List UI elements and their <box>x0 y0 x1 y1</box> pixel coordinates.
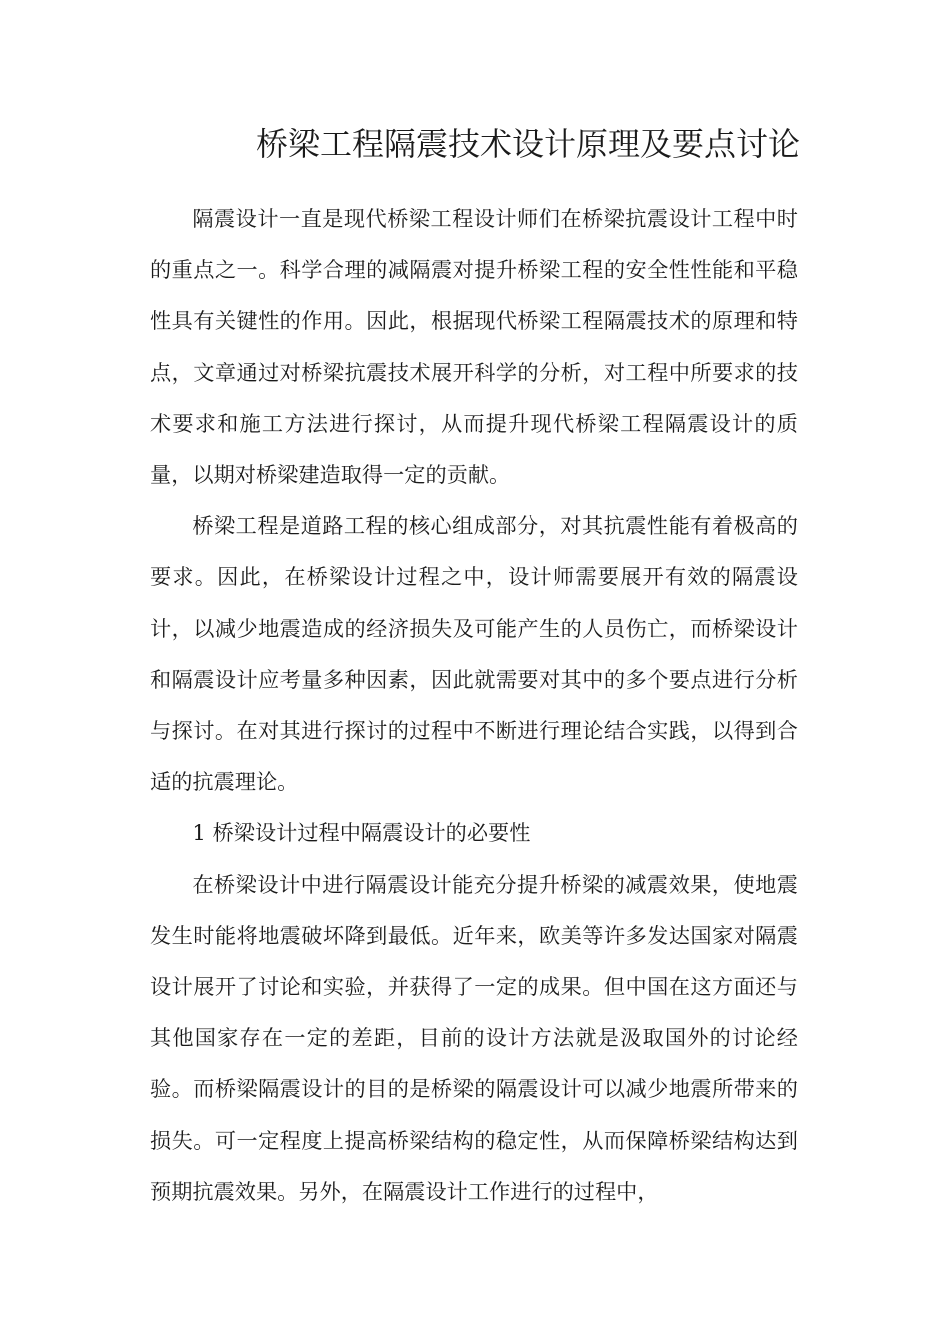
document-title: 桥梁工程隔震技术设计原理及要点讨论 <box>255 125 800 163</box>
section-heading-1: 1 桥梁设计过程中隔震设计的必要性 <box>192 820 531 846</box>
paragraph-background: 桥梁工程是道路工程的核心组成部分，对其抗震性能有着极高的要求。因此，在桥梁设计过程之中，设计师需要展开有效的隔震设计，以减少地震造成的经济损失及可能产生的人员伤亡，而桥梁设计和隔震设计应考量多种因素，因此就需要对其中的多个要点进行分析与探讨。在对其进行探讨的过程中不断进行理论结合实践，以得到合适的抗震理论。 <box>150 513 798 795</box>
document-body <box>150 193 798 1217</box>
paragraph-intro: 隔震设计一直是现代桥梁工程设计师们在桥梁抗震设计工程中时的重点之一。科学合理的减隔震对提升桥梁工程的安全性性能和平稳性具有关键性的作用。因此，根据现代桥梁工程隔震技术的原理和特点，文章通过对桥梁抗震技术展开科学的分析，对工程中所要求的技术要求和施工方法进行探讨，从而提升现代桥梁工程隔震设计的质量，以期对桥梁建造取得一定的贡献。 <box>150 206 798 488</box>
paragraph-section-1: 在桥梁设计中进行隔震设计能充分提升桥梁的减震效果，使地震发生时能将地震破坏降到最低。近年来，欧美等许多发达国家对隔震设计展开了讨论和实验，并获得了一定的成果。但中国在这方面还与其他国家存在一定的差距，目前的设计方法就是汲取国外的讨论经验。而桥梁隔震设计的目的是桥梁的隔震设计可以减少地震所带来的损失。可一定程度上提高桥梁结构的稳定性，从而保障桥梁结构达到预期抗震效果。另外，在隔震设计工作进行的过程中， <box>150 871 798 1204</box>
